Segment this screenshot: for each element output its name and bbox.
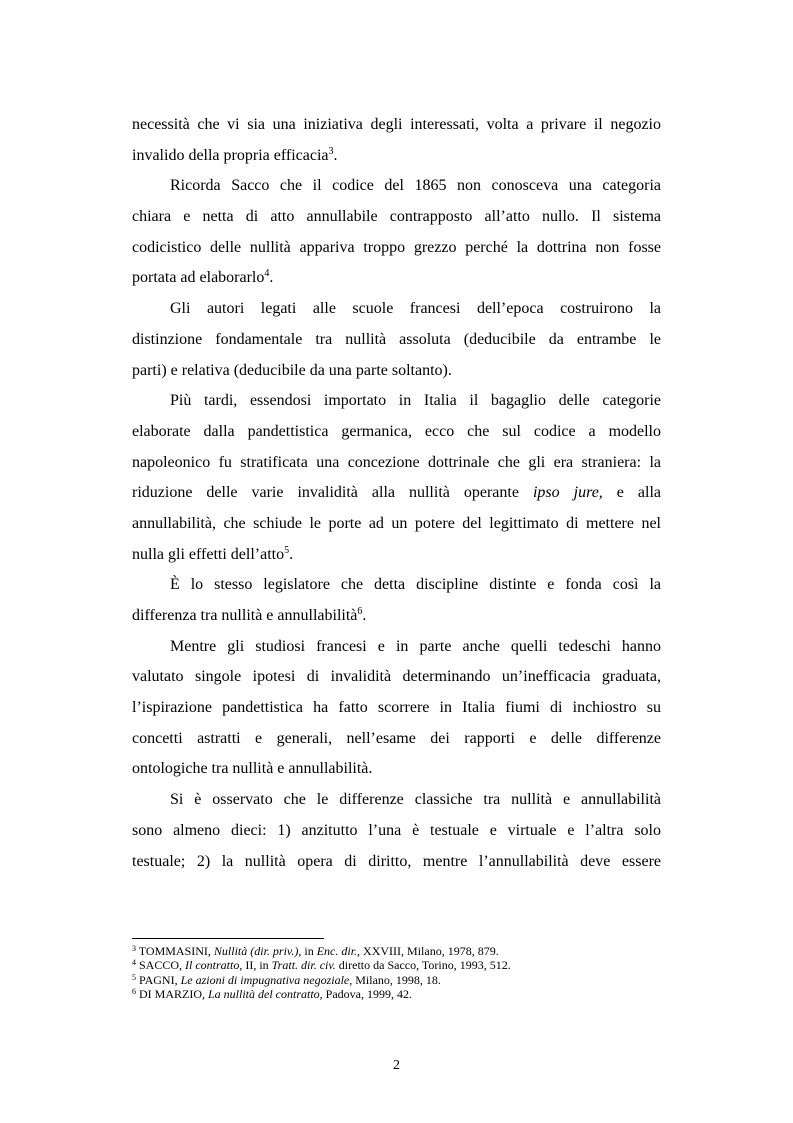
footnotes — [132, 944, 661, 1001]
text-line: chiara e netta di atto annullabile contrapposto all’atto nullo. Il sistema — [132, 208, 661, 226]
text-line: distinzione fondamentale tra nullità assoluta (deducibile da entrambe le — [132, 330, 661, 348]
text-line: portata ad elaborarlo$^4$. — [132, 268, 274, 287]
text-line: nulla gli effetti dell’atto$^5$. — [132, 544, 294, 563]
text-line: Mentre gli studiosi francesi e in parte anche quelli tedeschi hanno — [170, 637, 661, 655]
text-line: parti) e relativa (deducibile da una parte soltanto). — [132, 361, 452, 379]
text-line: valutato singole ipotesi di invalidità determinando un’inefficacia graduata, — [132, 668, 661, 686]
text-line: testuale; 2) la nullità opera di diritto, mentre l’annullabilità deve essere — [132, 852, 661, 870]
text-line: sono almeno dieci: 1) anzitutto l’una è testuale e virtuale e l’altra solo — [132, 821, 661, 839]
footnote-separator — [132, 938, 324, 939]
text-line: È lo stesso legislatore che detta discipline distinte e fonda così la — [170, 576, 661, 594]
footnote-ref: 4 — [264, 268, 270, 280]
text-line: necessità che vi sia una iniziativa degli interessati, volta a privare il negozio — [132, 116, 661, 133]
text-line: differenza tra nullità e annullabilità$^6$. — [132, 606, 367, 624]
footnote: $^4$ SACCO, Il contratto, II, in Tratt. dir. civ. diretto da Sacco, Torino, 1993, 512. — [132, 958, 511, 973]
footnote-ref: 6 — [357, 606, 363, 617]
text-line: codicistico delle nullità appariva troppo grezzo perché la dottrina non fosse — [132, 238, 661, 256]
text-line: concetti astratti e generali, nell’esame dei rapporti e delle differenze — [132, 729, 661, 747]
text-line: Ricorda Sacco che il codice del 1865 non conosceva una categoria — [170, 177, 661, 195]
footnote: $^5$ PAGNI, Le azioni di impugnativa negoziale, Milano, 1998, 18. — [132, 972, 441, 987]
footnote: $^6$ DI MARZIO, La nullità del contratto, Padova, 1999, 42. — [132, 986, 412, 1001]
footnote-ref: 5 — [284, 544, 290, 556]
text-line: Si è osservato che le differenze classiche tra nullità e annullabilità — [170, 791, 661, 809]
text-line: annullabilità, che schiude le porte ad un potere del legittimato di mettere nel — [132, 514, 661, 532]
text-line: napoleonico fu stratificata una concezione dottrinale che gli era straniera: la — [132, 453, 661, 471]
text-line: Più tardi, essendosi importato in Italia il bagaglio delle categorie — [170, 392, 661, 410]
text-line: invalido della propria efficacia$^3$. — [132, 145, 338, 164]
footnote-ref: 3 — [328, 145, 334, 157]
text-line: Gli autori legati alle scuole francesi dell’epoca costruirono la — [170, 300, 661, 318]
body-text — [132, 110, 661, 877]
page-number: 2 — [393, 1058, 400, 1073]
footnote: $^3$ TOMMASINI, Nullità (dir. priv.), in Enc. dir., XXVIII, Milano, 1978, 879. — [132, 944, 499, 958]
text-line: ontologiche tra nullità e annullabilità. — [132, 760, 373, 778]
text-line: l’ispirazione pandettistica ha fatto scorrere in Italia fiumi di inchiostro su — [132, 699, 661, 717]
text-line: elaborate dalla pandettistica germanica, ecco che sul codice a modello — [132, 422, 661, 440]
text-line: riduzione delle varie invalidità alla nullità operante ipso jure, e alla — [132, 484, 661, 502]
